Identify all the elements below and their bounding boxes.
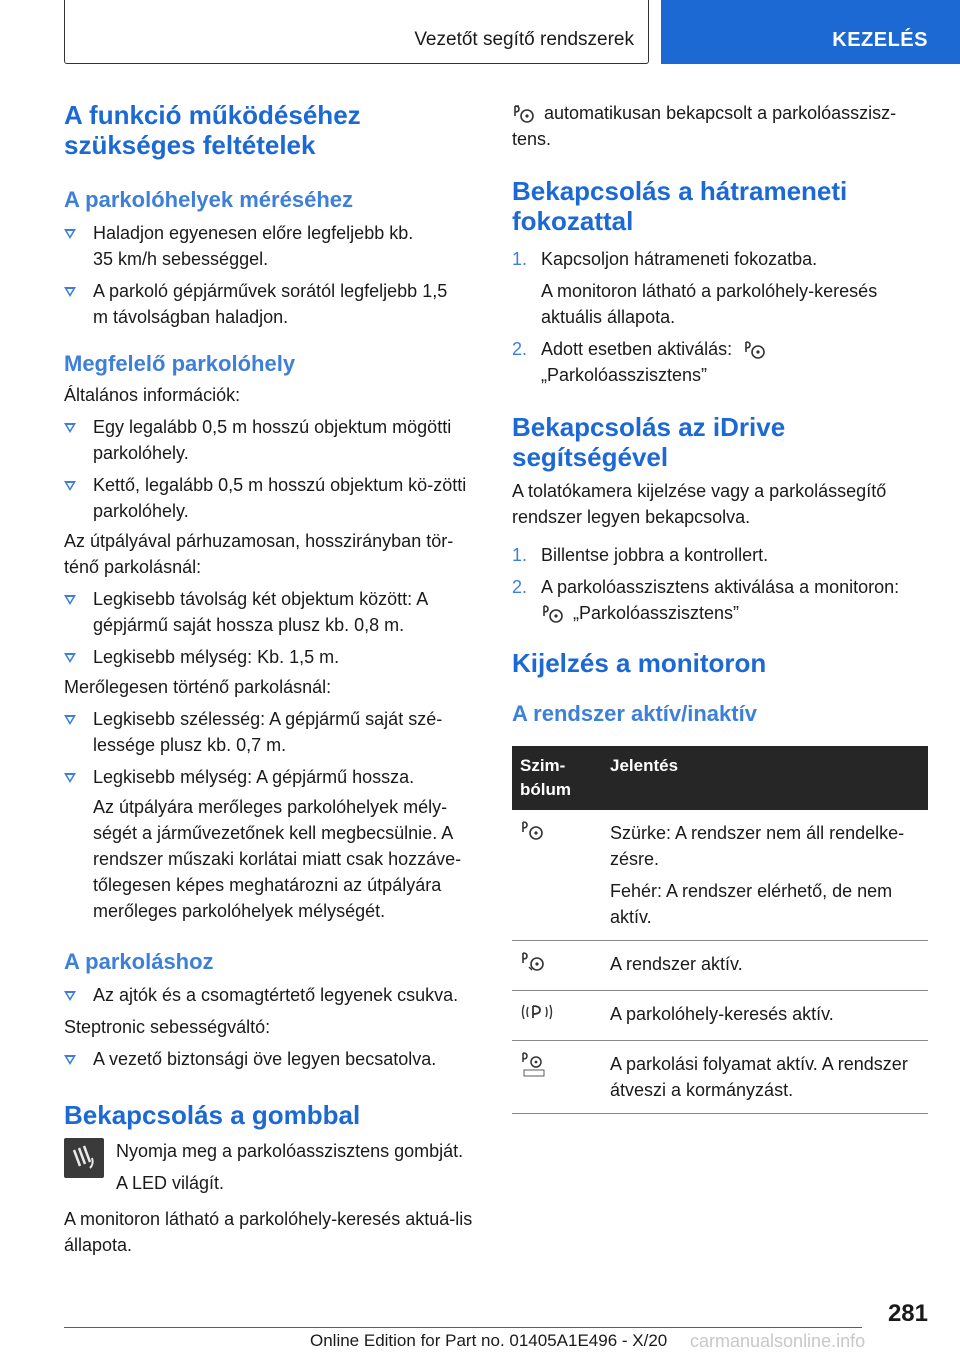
led-text: A LED világít.: [116, 1173, 225, 1193]
bullet-triangle-icon: [64, 595, 76, 605]
idrive-steps: [512, 542, 928, 626]
steptronic-label: Steptronic sebességváltó:: [64, 1017, 271, 1037]
list-item: A vezető biztonsági öve legyen becsatolva.: [64, 1046, 478, 1072]
heading-reverse: Bekapcsolás a hátrameneti fokozattal: [512, 176, 848, 236]
general-info-label: Általános információk:: [64, 385, 241, 405]
bullet-triangle-icon: [64, 715, 76, 725]
auto-text: automatikusan bekapcsolt a parkolóasszisz-tens.: [512, 103, 897, 149]
header-chapter-tab: [661, 0, 960, 64]
table-row: A parkolóhely-keresés aktív.: [512, 991, 928, 1041]
heading-active: A rendszer aktív/inaktív: [512, 701, 757, 726]
left-column: [64, 100, 478, 1258]
list-item: A parkoló gépjárművek sorától legfeljebb 1,5 m távolságban haladjon.: [64, 278, 478, 330]
perp-intro: Merőlegesen történő parkolásnál:: [64, 677, 332, 697]
symbol-table: [512, 746, 928, 1114]
steptronic-list: [64, 1046, 478, 1072]
bullet-triangle-icon: [64, 773, 76, 783]
step-item: 1. Billentse jobbra a kontrollert.: [512, 545, 769, 565]
step-item: 2. Adott esetben aktiválás: „Parkolóasszisztens”: [512, 336, 928, 388]
parking-assistant-button-icon: [64, 1138, 104, 1178]
bullet-triangle-icon: [64, 229, 76, 239]
idrive-intro: A tolatókamera kijelzése vagy a parkolássegítő rendszer legyen bekapcsolva.: [512, 481, 887, 527]
parking-space-search-icon: [520, 1001, 554, 1023]
list-item: Az ajtók és a csomagtértető legyenek csukva.: [64, 982, 478, 1008]
list-item: Haladjon egyenesen előre legfeljebb kb. 35 km/h sebességgel.: [64, 220, 478, 272]
bullet-triangle-icon: [64, 423, 76, 433]
heading-button: Bekapcsolás a gombbal: [64, 1100, 361, 1130]
heading-conditions: A funkció működéséhez szükséges feltételek: [64, 100, 361, 160]
edition-text: Online Edition for Part no. 01405A1E496 - X/20: [310, 1331, 668, 1350]
bullet-triangle-icon: [64, 287, 76, 297]
list-item: Legkisebb mélység: A gépjármű hossza.: [64, 764, 478, 790]
bullet-triangle-icon: [64, 1055, 76, 1065]
parking-assistant-icon: [520, 820, 546, 842]
chapter-title: KEZELÉS: [832, 29, 928, 51]
table-row: A rendszer aktív.: [512, 941, 928, 991]
bullet-triangle-icon: [64, 991, 76, 1001]
general-list: [64, 414, 478, 524]
column-header-meaning: Jelentés: [602, 746, 928, 810]
parking-assistant-icon: [541, 604, 565, 624]
parking-assistant-active-icon: [520, 951, 548, 973]
step-item: 1. Kapcsoljon hátrameneti fokozatba. A monitoron látható a parkolóhely-keresés aktuális állapota.: [512, 249, 878, 327]
list-item: Legkisebb távolság két objektum között: A gépjármű saját hossza plusz kb. 0,8 m.: [64, 586, 478, 638]
parallel-list: [64, 586, 478, 670]
table-header-row: [512, 746, 928, 810]
parallel-intro: Az útpályával párhuzamosan, hosszirányban tör-ténő parkolásnál:: [64, 531, 454, 577]
column-header-symbol: Szim-bólum: [512, 746, 602, 810]
table-row: A parkolási folyamat aktív. A rendszer átveszi a kormányzást.: [512, 1041, 928, 1114]
list-item: Kettő, legalább 0,5 m hosszú objektum kö-zötti parkolóhely.: [64, 472, 478, 524]
header-section-tab: [64, 0, 649, 64]
bullet-triangle-icon: [64, 481, 76, 491]
bullet-triangle-icon: [64, 653, 76, 663]
perp-note: Az útpályára merőleges parkolóhelyek mély-ségét a járművezetőnek kell megbecsülnie. A rendszer műszaki korlátai miatt csak hozzáve-tőlegesen képes meghatározni az útpályára merőleges parkolóhelyek mélységét.: [93, 797, 462, 921]
list-item: Legkisebb szélesség: A gépjármű saját szé-lessége plusz kb. 0,7 m.: [64, 706, 478, 758]
right-column: [512, 100, 928, 1114]
parking-assistant-icon: [512, 104, 536, 124]
parking-list: [64, 982, 478, 1008]
button-instruction: Nyomja meg a parkolóasszisztens gombját. A LED világít.: [64, 1138, 478, 1196]
heading-parking: A parkoláshoz: [64, 949, 214, 974]
watermark: carmanualsonline.info: [690, 1331, 866, 1351]
table-row: Szürke: A rendszer nem áll rendelke-zésre. Fehér: A rendszer elérhető, de nem aktív.: [512, 810, 928, 941]
footer-divider: [64, 1327, 862, 1328]
page-number: 281: [887, 1300, 928, 1327]
section-title: Vezetőt segítő rendszerek: [414, 29, 634, 50]
step-item: 2. A parkolóasszisztens aktiválása a monitoron: „Parkolóasszisztens”: [512, 577, 900, 623]
perp-list: [64, 706, 478, 790]
list-item: Legkisebb mélység: Kb. 1,5 m.: [64, 644, 478, 670]
heading-measure: A parkolóhelyek méréséhez: [64, 187, 353, 212]
parking-assistant-icon: [743, 340, 767, 360]
list-item: Egy legalább 0,5 m hosszú objektum mögötti parkolóhely.: [64, 414, 478, 466]
heading-suitable: Megfelelő parkolóhely: [64, 351, 296, 376]
monitor-text: A monitoron látható a parkolóhely-keresés aktuá-lis állapota.: [64, 1209, 473, 1255]
measure-list: [64, 220, 478, 330]
heading-display: Kijelzés a monitoron: [512, 648, 767, 678]
reverse-steps: [512, 246, 928, 388]
parking-auto-icon: [520, 1051, 548, 1079]
heading-idrive: Bekapcsolás az iDrive segítségével: [512, 412, 786, 472]
